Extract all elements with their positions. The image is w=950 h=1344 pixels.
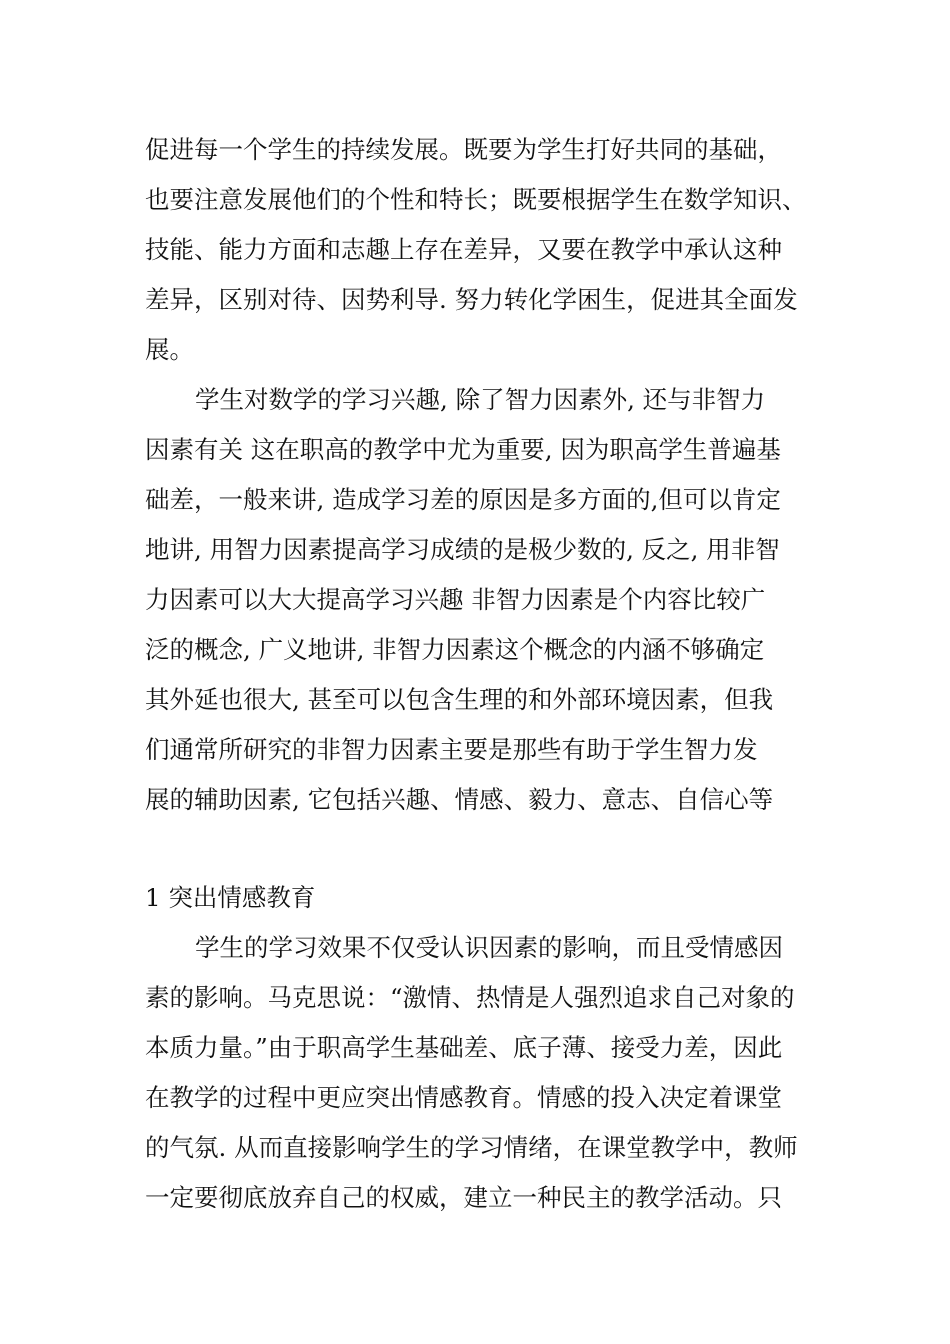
text-line: 其外延也很大, 甚至可以包含生理的和外部环境因素，但我 <box>145 685 774 714</box>
text-line: 力因素可以大大提高学习兴趣 非智力因素是个内容比较广 <box>145 585 766 614</box>
text-line: 们通常所研究的非智力因素主要是那些有助于学生智力发 <box>145 735 758 764</box>
paragraph-start-line: 学生对数学的学习兴趣, 除了智力因素外, 还与非智力 <box>195 385 766 414</box>
text-line: 泛的概念, 广义地讲, 非智力因素这个概念的内涵不够确定 <box>145 635 765 664</box>
paragraph-start-line: 学生的学习效果不仅受认识因素的影响，而且受情感因 <box>195 933 783 962</box>
text-line: 一定要彻底放弃自己的权威，建立一种民主的教学活动。只 <box>145 1183 782 1212</box>
text-line: 在教学的过程中更应突出情感教育。情感的投入决定着课堂 <box>145 1083 782 1112</box>
text-line: 差异，区别对待、因势利导. 努力转化学困生，促进其全面发 <box>145 285 798 314</box>
text-line: 地讲, 用智力因素提高学习成绩的是极少数的, 反之, 用非智 <box>145 535 780 564</box>
text-line: 促进每一个学生的持续发展。既要为学生打好共同的基础， <box>145 135 782 164</box>
text-line: 础差，一般来讲, 造成学习差的原因是多方面的,但可以肯定 <box>145 485 781 514</box>
text-line: 素的影响。马克思说：“激情、热情是人强烈追求自己对象的 <box>145 983 795 1012</box>
text-line: 本质力量。”由于职高学生基础差、底子薄、接受力差，因此 <box>145 1033 783 1062</box>
text-line: 展的辅助因素, 它包括兴趣、情感、毅力、意志、自信心等 <box>145 785 774 814</box>
text-line: 展。 <box>145 335 194 364</box>
text-line: 也要注意发展他们的个性和特长；既要根据学生在数学知识、 <box>145 185 807 214</box>
text-line: 技能、能力方面和志趣上存在差异，又要在教学中承认这种 <box>145 235 782 264</box>
text-line: 因素有关 这在职高的教学中尤为重要, 因为职高学生普遍基 <box>145 435 781 464</box>
section-heading: 1 突出情感教育 <box>145 883 316 912</box>
text-line: 的气氛. 从而直接影响学生的学习情绪，在课堂教学中，教师 <box>145 1133 798 1162</box>
